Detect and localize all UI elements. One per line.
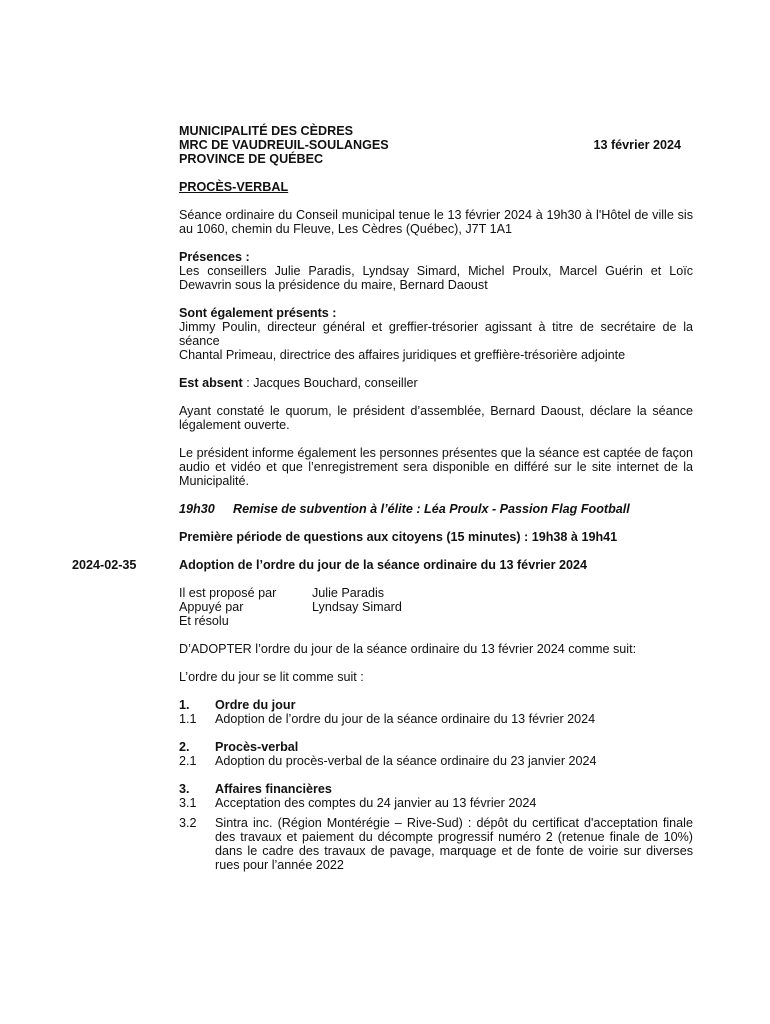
document-title: PROCÈS-VERBAL [179, 180, 289, 194]
agenda-heading-number: 1. [179, 698, 190, 712]
presences-section [179, 250, 693, 292]
also-present-line-1: Jimmy Poulin, directeur général et greffier-trésorier agissant à titre de secrétaire de la séance [179, 320, 693, 348]
event-time: 19h30 [179, 502, 215, 516]
agenda-heading [179, 698, 693, 712]
absent-line [179, 376, 693, 390]
meeting-date: 13 février 2024 [593, 138, 681, 152]
agenda-section-2 [179, 740, 693, 768]
also-present-line-2: Chantal Primeau, directrice des affaires juridiques et greffière-trésorière adjointe [179, 348, 626, 362]
agenda-section-1 [179, 698, 693, 726]
proposed-label: Il est proposé par [179, 586, 277, 600]
document-header [179, 124, 693, 166]
agenda-item-text: Acceptation des comptes du 24 janvier au 13 février 2024 [215, 796, 537, 810]
resolution-number: 2024-02-35 [72, 558, 137, 572]
agenda-intro: L’ordre du jour se lit comme suit : [179, 670, 364, 684]
motion-block [179, 586, 693, 628]
agenda-heading [179, 782, 693, 796]
event-text: Remise de subvention à l’élite : Léa Proulx - Passion Flag Football [233, 502, 630, 516]
agenda-heading-number: 2. [179, 740, 190, 754]
agenda-item [179, 816, 693, 872]
recording-paragraph: Le président informe également les personnes présentes que la séance est captée de façon audio et vidéo et que l’enregistrement sera disponible en différé sur le site internet de la Municipalité. [179, 446, 693, 488]
municipality-name: MUNICIPALITÉ DES CÈDRES [179, 124, 353, 138]
questions-period: Première période de questions aux citoyens (15 minutes) : 19h38 à 19h41 [179, 530, 618, 544]
agenda-heading-title: Ordre du jour [215, 698, 296, 712]
agenda-item-number: 2.1 [179, 754, 197, 768]
resolution-title: Adoption de l’ordre du jour de la séance ordinaire du 13 février 2024 [179, 558, 588, 572]
agenda-heading-number: 3. [179, 782, 190, 796]
mrc-name: MRC DE VAUDREUIL-SOULANGES [179, 138, 389, 152]
agenda-item-text: Adoption du procès-verbal de la séance ordinaire du 23 janvier 2024 [215, 754, 597, 768]
adopt-paragraph: D’ADOPTER l’ordre du jour de la séance ordinaire du 13 février 2024 comme suit: [179, 642, 637, 656]
agenda-heading-title: Procès-verbal [215, 740, 299, 754]
absent-text: : Jacques Bouchard, conseiller [242, 376, 418, 390]
agenda-item [179, 754, 693, 768]
event-item [179, 502, 693, 516]
also-present-section [179, 306, 693, 362]
absent-label: Est absent [179, 376, 243, 390]
proposed-by: Julie Paradis [312, 586, 385, 600]
agenda-item-number: 1.1 [179, 712, 197, 726]
also-present-heading: Sont également présents : [179, 306, 337, 320]
agenda-item-number: 3.2 [179, 816, 197, 830]
seconded-label: Appuyé par [179, 600, 244, 614]
agenda-section-3 [179, 782, 693, 872]
agenda-item-text: Sintra inc. (Région Montérégie – Rive-Sud) : dépôt du certificat d'acceptation finale des travaux et paiement du décompte progressif numéro 2 (retenue finale de 10%) dans le cadre des travaux de pavage, marquage et de fonte de voirie sur diverses rues pour l’année 2022 [215, 816, 693, 872]
resolved-label: Et résolu [179, 614, 229, 628]
agenda-heading-title: Affaires financières [215, 782, 332, 796]
document-body [72, 124, 693, 872]
seconded-by: Lyndsay Simard [312, 600, 402, 614]
province-name: PROVINCE DE QUÉBEC [179, 152, 324, 166]
quorum-paragraph: Ayant constaté le quorum, le président d’assemblée, Bernard Daoust, déclare la séance légalement ouverte. [179, 404, 693, 432]
resolution-header [72, 558, 693, 572]
agenda-item-number: 3.1 [179, 796, 197, 810]
agenda-heading [179, 740, 693, 754]
presences-heading: Présences : [179, 250, 250, 264]
agenda-item [179, 712, 693, 726]
agenda-item [179, 796, 693, 810]
agenda-item-text: Adoption de l’ordre du jour de la séance ordinaire du 13 février 2024 [215, 712, 596, 726]
intro-paragraph: Séance ordinaire du Conseil municipal tenue le 13 février 2024 à 19h30 à l'Hôtel de ville sis au 1060, chemin du Fleuve, Les Cèdres (Québec), J7T 1A1 [179, 208, 693, 236]
presences-text: Les conseillers Julie Paradis, Lyndsay Simard, Michel Proulx, Marcel Guérin et Loïc Dewavrin sous la présidence du maire, Bernard Daoust [179, 264, 693, 292]
